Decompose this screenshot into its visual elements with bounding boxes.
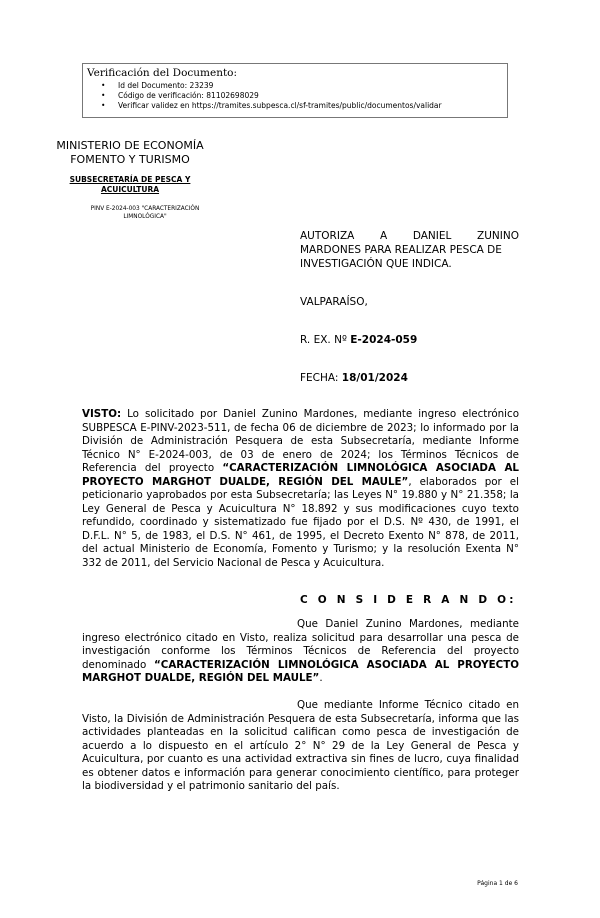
resolution-date: [300, 371, 408, 385]
ministry-name: [40, 139, 220, 167]
verification-title: Verificación del Documento:: [87, 67, 238, 79]
summary-word: A: [379, 230, 388, 242]
reference-code: [60, 206, 230, 221]
place: VALPARAÍSO,: [300, 296, 368, 308]
reference-line-2: LIMNOLÓGICA": [123, 213, 167, 220]
resolution-number: [300, 333, 417, 347]
summary-word: ZUNINO: [477, 230, 519, 242]
ministry-line-2: FOMENTO Y TURISMO: [70, 153, 190, 166]
subsecretaria-line-2: ACUICULTURA: [100, 185, 160, 194]
verification-code: • Código de verificación: 81102698029: [87, 91, 507, 101]
visto-label: VISTO:: [82, 408, 122, 420]
verification-box: [82, 63, 508, 118]
considerando-1-text: Que Daniel Zunino Mardones, mediante ingreso electrónico citado en Visto, realiza solicitud para desarrollar una pesca de investigación conforme los Términos Técnicos de Referencia del proyecto denominado: [82, 618, 519, 671]
ministry-line-1: MINISTERIO DE ECONOMÍA: [56, 139, 204, 152]
resolution-number-value: E-2024-059: [350, 334, 418, 346]
considerando-heading: C O N S I D E R A N D O:: [300, 594, 517, 606]
verification-document-id: • Id del Documento: 23239: [87, 81, 507, 91]
visto-text-1: Lo solicitado por Daniel Zunino Mardones, mediante ingreso electrónico SUBPESCA E-PINV-2023-511, de fecha 06 de diciembre de 2023; lo informado por la División de Administración Pesquera de esta Subsecretaría, mediante Informe Técnico N° E-2024-003, de 03 de enero de 2024; los Términos Técnicos de Referencia del proyecto: [82, 408, 519, 474]
considerando-1: [82, 618, 519, 686]
date-value: 18/01/2024: [341, 372, 408, 384]
considerando-2: Que mediante Informe Técnico citado en Visto, la División de Administración Pesquera de esta Subsecretaría, informa que las actividades planteadas en la solicitud califican como pesca de investigación de acuerdo a lo dispuesto en el artículo 2° N° 29 de la Ley General de Pesca y Acuicultura, por cuanto es una actividad extractiva sin fines de lucro, cuya finalidad es obtener datos e información para generar conocimiento científico, para proteger la biodiversidad y el patrimonio sanitario del país.: [82, 699, 519, 792]
considerando-1-project: “CARACTERIZACIÓN LIMNOLÓGICA ASOCIADA AL PROYECTO MARGHOT DUALDE, REGIÓN DEL MAULE”: [82, 658, 519, 684]
summary-line-2: MARDONES PARA REALIZAR PESCA DE: [300, 244, 502, 256]
visto-paragraph: [82, 408, 519, 570]
subsecretaria-name: [40, 175, 220, 195]
verification-list: [87, 81, 507, 111]
subsecretaria-line-1: SUBSECRETARÍA DE PESCA Y: [69, 175, 191, 184]
visto-text-2: , elaborados por el peticionario yaprobados por esta Subsecretaría; las Leyes N° 19.880 y N° 21.358; la Ley General de Pesca y Acuicultura N° 18.892 y sus modificaciones cuyo texto refundido, coordinado y sistematizado fue fijado por el D.S. Nº 430, de 1991, el D.F.L. N° 5, de 1983, el D.S. N° 461, de 1995, el Decreto Exento N° 878, de 2011, del actual Ministerio de Economía, Fomento y Turismo; y la resolución Exenta N° 332 de 2011, del Servicio Nacional de Pesca y Acuicultura.: [82, 475, 519, 569]
visto-project-name: “CARACTERIZACIÓN LIMNOLÓGICA ASOCIADA AL PROYECTO MARGHOT DUALDE, REGIÓN DEL MAULE”: [82, 462, 519, 488]
resolution-number-label: R. EX. Nº: [300, 334, 347, 346]
summary-line-3: INVESTIGACIÓN QUE INDICA.: [300, 258, 452, 270]
reference-line-1: PINV E-2024-003 "CARACTERIZACIÓN: [90, 206, 200, 212]
considerando-1-end: .: [319, 672, 323, 684]
summary-line-1: [300, 229, 519, 243]
summary-word: AUTORIZA: [300, 230, 355, 242]
summary-word: DANIEL: [412, 230, 452, 242]
date-label: FECHA:: [300, 372, 339, 384]
verification-url[interactable]: • Verificar validez en https://tramites.subpesca.cl/sf-tramites/public/documentos/validar: [87, 101, 507, 111]
page-number: Página 1 de 6: [477, 880, 518, 887]
resolution-summary: [300, 229, 519, 271]
